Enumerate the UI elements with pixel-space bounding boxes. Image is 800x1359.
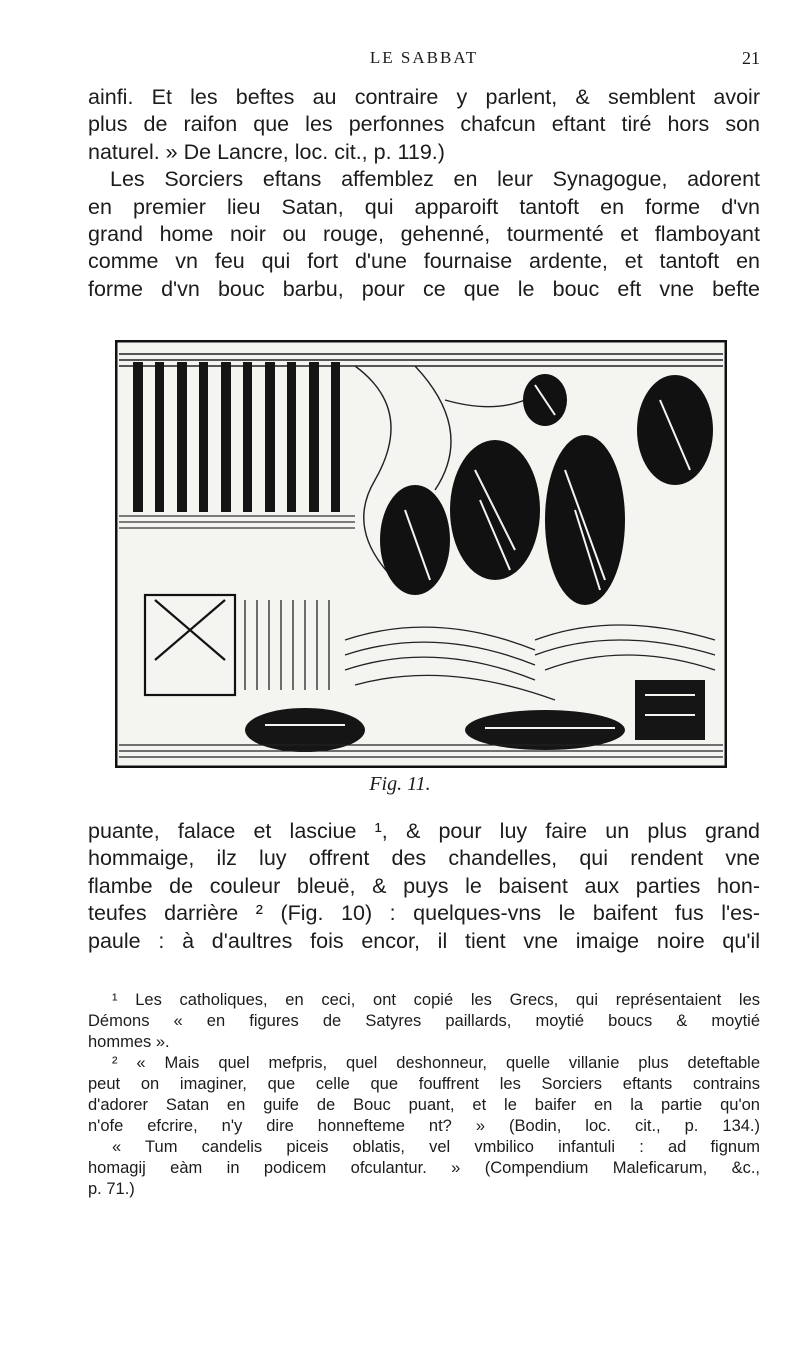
text-line: naturel. » De Lancre, loc. cit., p. 119.)	[88, 139, 445, 164]
footnote-line: « Tum candelis piceis oblatis, vel vmbilico infantuli : ad fignum	[112, 1138, 760, 1156]
text-line: plus de raifon que les perfonnes chafcun eftant tiré hors son	[88, 112, 760, 137]
footnote-1	[88, 990, 760, 1053]
footnote-line: d'adorer Satan en guife de Bouc puant, et le baifer en la partie qu'on	[88, 1096, 760, 1114]
text-line: comme vn feu qui fort d'une fournaise ardente, et tantoft en	[88, 249, 760, 274]
text-line: grand home noir ou rouge, gehenné, tourmenté et flamboyant	[88, 222, 760, 247]
woodcut-engraving	[115, 340, 727, 768]
woodcut-illustration	[115, 340, 727, 768]
text-line: Les Sorciers eftans affemblez en leur Synagogue, adorent	[110, 167, 760, 192]
running-head	[88, 48, 760, 72]
text-line: en premier lieu Satan, qui apparoift tantoft en forme d'vn	[88, 194, 760, 219]
text-line: flambe de couleur bleuë, & puys le baisent aux parties hon-	[88, 873, 760, 898]
text-line: ainfi. Et les beftes au contraire y parlent, & semblent avoir	[88, 85, 760, 109]
text-line: hommaige, ilz luy offrent des chandelles, qui rendent vne	[88, 846, 760, 871]
footnote-line: peut on imaginer, que celle que fouffrent les Sorciers eftants contrains	[88, 1075, 760, 1093]
text-line: teufes darrière ² (Fig. 10) : quelques-vns le baifent fus l'es-	[88, 901, 760, 926]
figure-caption: Fig. 11.	[369, 773, 431, 795]
paragraph-bottom	[88, 818, 760, 955]
footnote-line: p. 71.)	[88, 1180, 135, 1198]
footnote-line: Démons « en figures de Satyres paillards, moytié boucs & moytié	[88, 1012, 760, 1030]
page-number: 21	[742, 48, 760, 68]
running-title: LE SABBAT	[369, 48, 479, 67]
text-line: forme d'vn bouc barbu, pour ce que le bouc eft vne befte	[88, 276, 760, 301]
footnote-line: ² « Mais quel mefpris, quel deshonneur, quelle villanie plus deteftable	[112, 1054, 760, 1072]
footnote-line: hommes ».	[88, 1033, 170, 1051]
paragraph-top	[88, 84, 760, 303]
footnotes	[88, 990, 760, 1200]
text-line: paule : à d'aultres fois encor, il tient vne imaige noire qu'il	[88, 928, 760, 953]
footnote-line: homagij eàm in podicem ofculantur. » (Compendium Maleficarum, &c.,	[88, 1159, 760, 1177]
text-line: puante, falace et lasciue ¹, & pour luy faire un plus grand	[88, 819, 760, 843]
footnote-2	[88, 1053, 760, 1200]
footnote-line: n'ofe efcrire, n'y dire honnefteme nt? » (Bodin, loc. cit., p. 134.)	[88, 1117, 760, 1135]
footnote-line: ¹ Les catholiques, en ceci, ont copié les Grecs, qui représentaient les	[112, 991, 760, 1009]
